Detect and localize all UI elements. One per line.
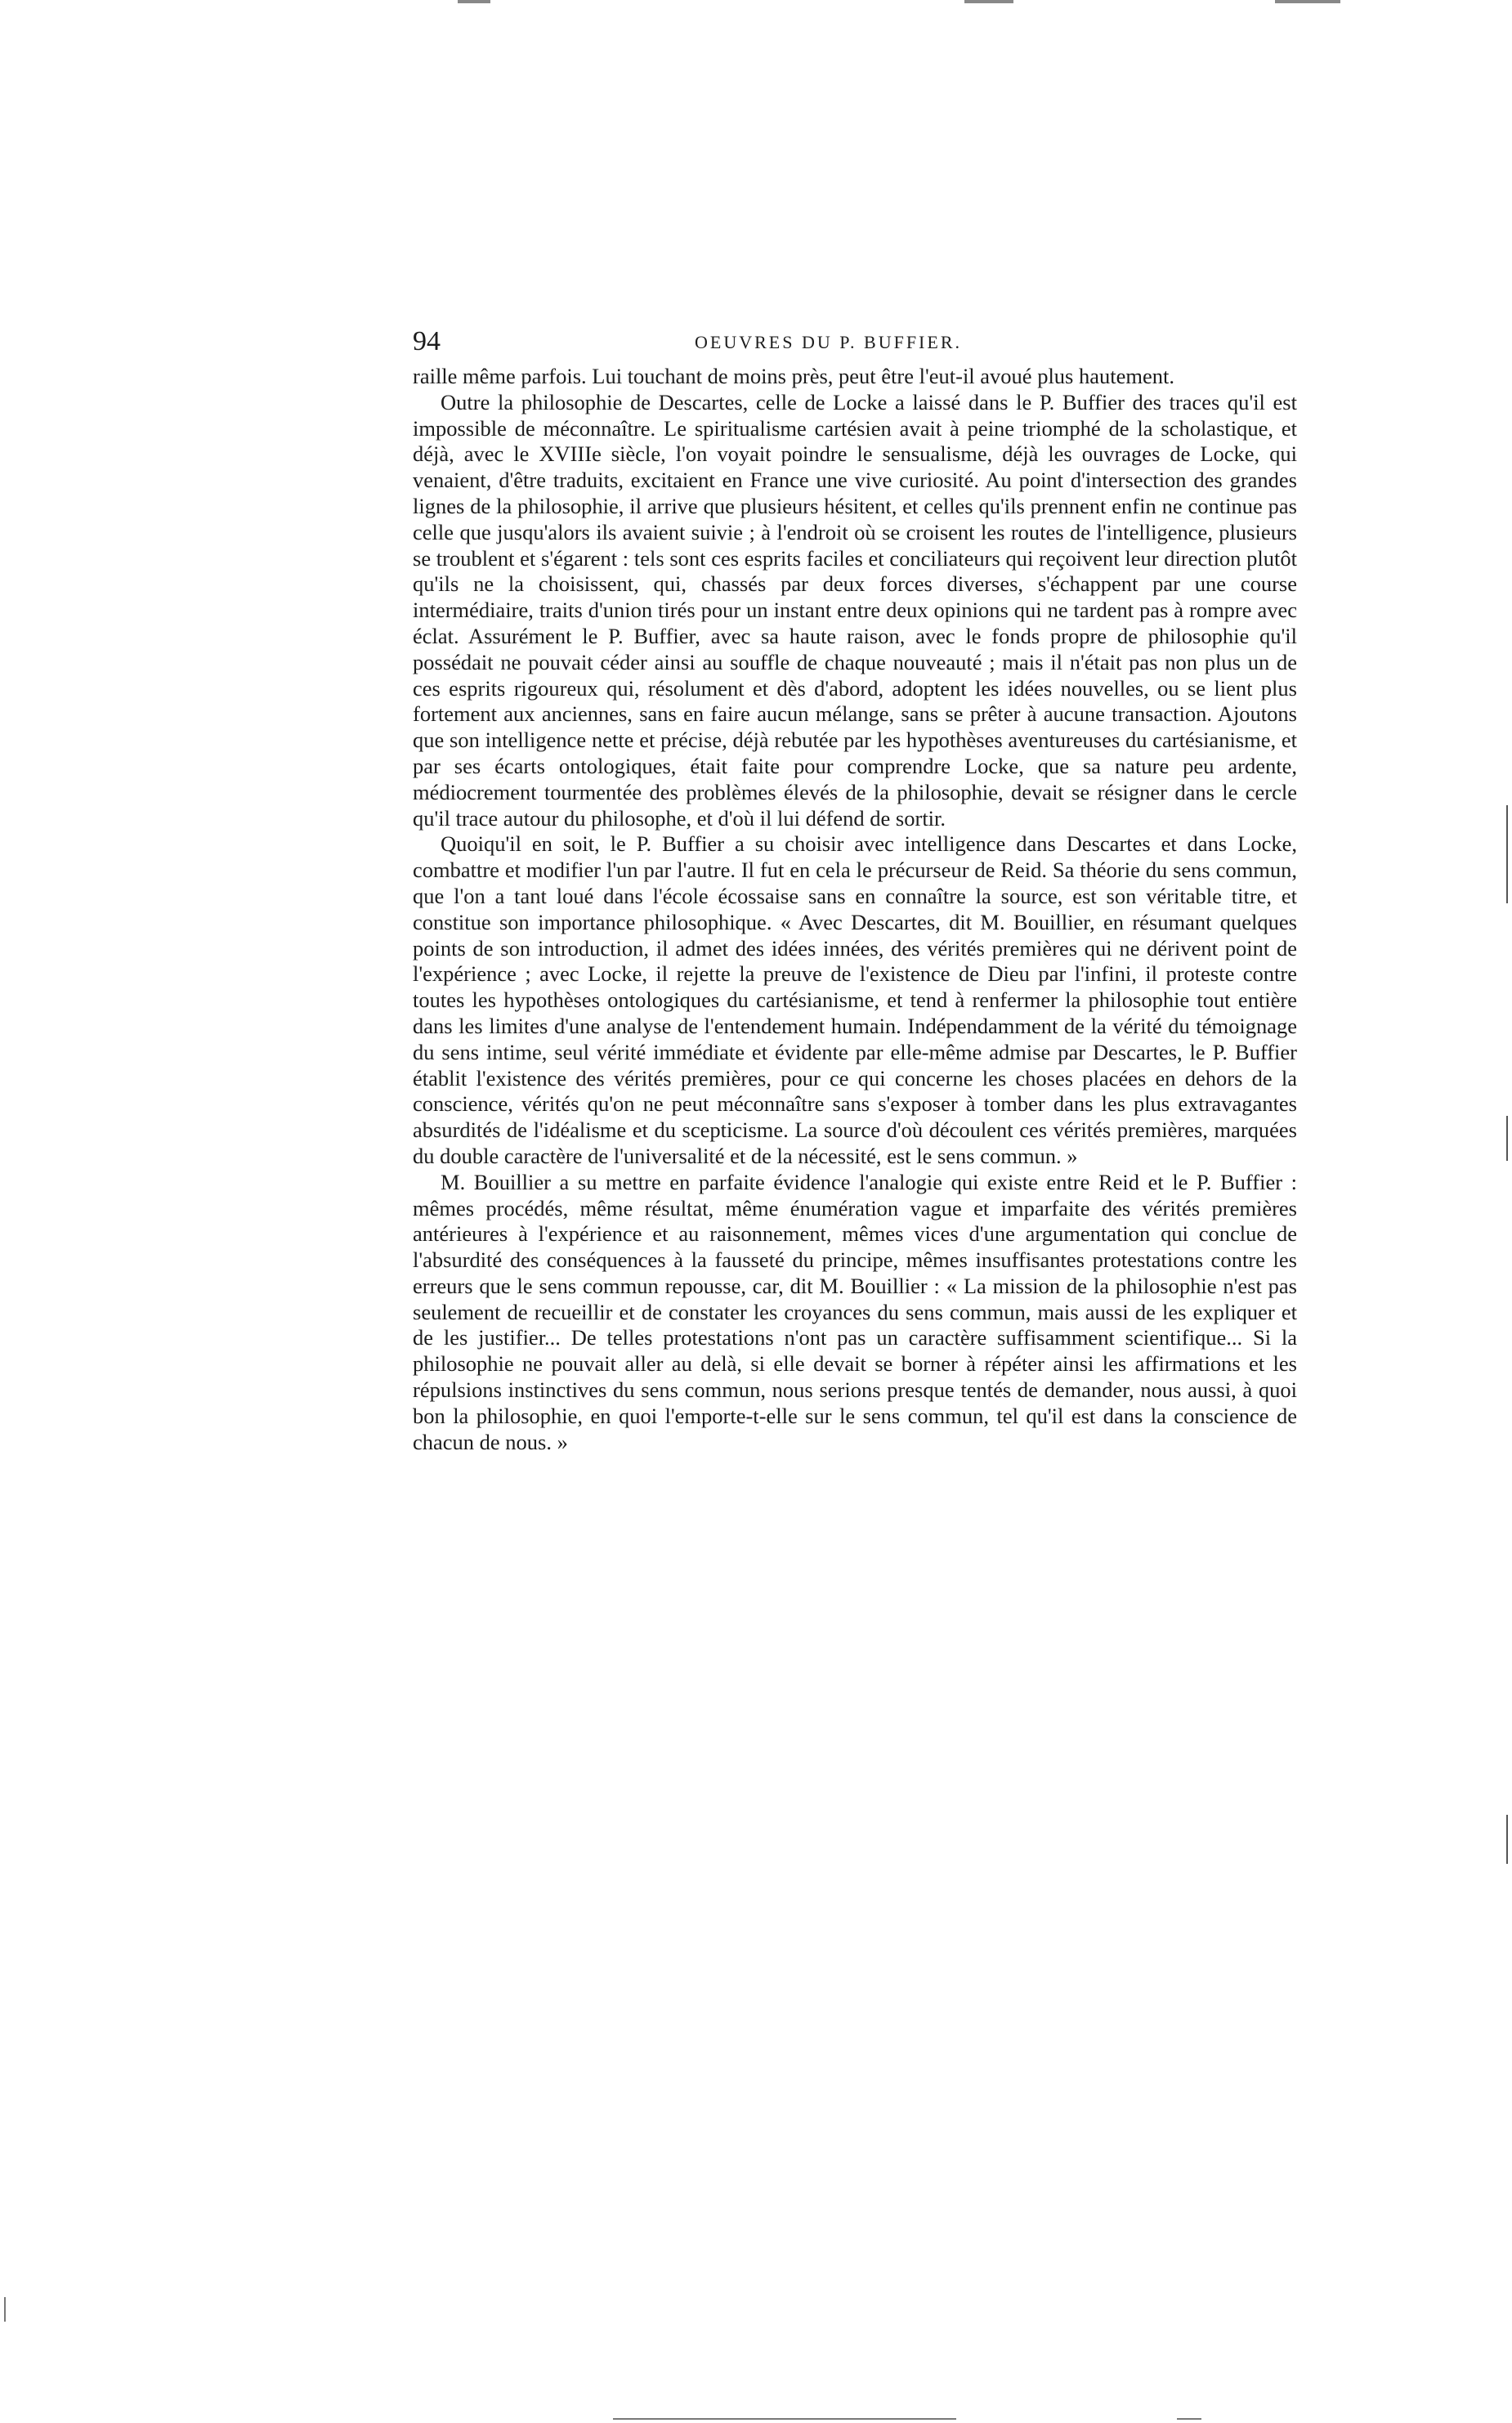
paragraph: M. Bouillier a su mettre en parfaite évidence l'analogie qui existe entre Reid et le P. Buffier : mêmes procédés, même résultat, même énumération vague et imparfaite des vérités premières antérieures à l'expérience et au raisonnement, mêmes vices d'une argumentation qui conclue de l'absurdité des conséquences à la fausseté du principe, mêmes insuffisantes protestations contre les erreurs que le sens commun repousse, car, dit M. Bouillier : « La mission de la philosophie n'est pas seulement de recueillir et de constater les croyances du sens commun, mais aussi de les expliquer et de les justifier... De telles protestations n'ont pas un caractère suffisamment scientifique... Si la philosophie ne pouvait aller au delà, si elle devait se borner à répéter ainsi les affirmations et les répulsions instinctives du sens commun, nous serions presque tentés de demander, nous aussi, à quoi bon la philosophie, en quoi l'emporte-t-elle sur le sens commun, tel qu'il est dans la conscience de chacun de nous. »	[413, 1169, 1297, 1454]
paragraph: Outre la philosophie de Descartes, celle de Locke a laissé dans le P. Buffier des traces qu'il est impossible de méconnaître. Le spiritualisme cartésien avait à peine triomphé de la scholastique, et déjà, avec le XVIIIe siècle, l'on voyait poindre le sensualisme, déjà les ouvrages de Locke, qui venaient, d'être traduits, excitaient en France une vive curiosité. Au point d'intersection des grandes lignes de la philosophie, il arrive que plusieurs hésitent, et celles qu'ils prennent enfin ne continue pas celle que jusqu'alors ils avaient suivie ; à l'endroit où se croisent les routes de l'intelligence, plusieurs se troublent et s'égarent : tels sont ces esprits faciles et conciliateurs qui reçoivent leur direction plutôt qu'ils ne la choisissent, qui, chassés par deux forces diverses, s'échappent par une course intermédiaire, traits d'union tirés pour un instant entre deux opinions qui ne tardent pas à rompre avec éclat. Assurément le P. Buffier, avec sa haute raison, avec le fonds propre de philosophie qu'il possédait ne pouvait céder ainsi au souffle de chaque nouveauté ; mais il n'était pas non plus un de ces esprits rigoureux qui, résolument et dès d'abord, adoptent les idées nouvelles, ou se lient plus fortement aux anciennes, sans en faire aucun mélange, sans se prêter à aucune transaction. Ajoutons que son intelligence nette et précise, déjà rebutée par les hypothèses aventureuses du cartésianisme, et par ses écarts ontologiques, était faite pour comprendre Locke, que sa nature peu ardente, médiocrement tourmentée des problèmes élevés de la philosophie, devait se résigner dans le cercle qu'il trace autour du philosophe, et d'où il lui défend de sortir.	[413, 389, 1297, 831]
scan-edge-mark	[1506, 805, 1508, 903]
scan-artifact-bottom	[1177, 2418, 1201, 2420]
scan-edge-mark	[4, 2297, 6, 2322]
scan-artifact-top	[458, 0, 490, 3]
scan-artifact-top	[964, 0, 1013, 3]
paragraph: Quoiqu'il en soit, le P. Buffier a su choisir avec intelligence dans Descartes et dans Locke, combattre et modifier l'un par l'autre. Il fut en cela le précurseur de Reid. Sa théorie du sens commun, que l'on a tant loué dans l'école écossaise sans en connaître la source, est son véritable titre, et constitue son importance philosophique. « Avec Descartes, dit M. Bouillier, en résumant quelques points de son introduction, il admet des idées innées, des vérités premières qui ne dérivent point de l'expérience ; avec Locke, il rejette la preuve de l'existence de Dieu par l'infini, il proteste contre toutes les hypothèses ontologiques du cartésianisme, et tend à renfermer la philosophie tout entière dans les limites d'une analyse de l'entendement humain. Indépendamment de la vérité du témoignage du sens intime, seul vérité immédiate et évidente par elle-même admise par Descartes, le P. Buffier établit l'existence des vérités premières, pour ce qui concerne les choses placées en dehors de la conscience, vérités qu'on ne peut méconnaître sans s'exposer à tomber dans les plus extravagantes absurdités de l'idéalisme et du scepticisme. La source d'où découlent ces vérités premières, marquées du double caractère de l'universalité et de la nécessité, est le sens commun. »	[413, 831, 1297, 1168]
scan-artifact-top	[1275, 0, 1340, 3]
page-header	[413, 325, 1295, 366]
scan-edge-mark	[1506, 1116, 1508, 1161]
paragraph: raille même parfois. Lui touchant de moins près, peut être l'eut-il avoué plus hautement.	[413, 364, 1174, 388]
scan-edge-mark	[1506, 1815, 1508, 1864]
page-number: 94	[413, 326, 441, 356]
running-head: OEUVRES DU P. BUFFIER.	[695, 332, 962, 352]
scan-artifact-bottom	[613, 2418, 956, 2420]
body-text	[413, 364, 1297, 1455]
